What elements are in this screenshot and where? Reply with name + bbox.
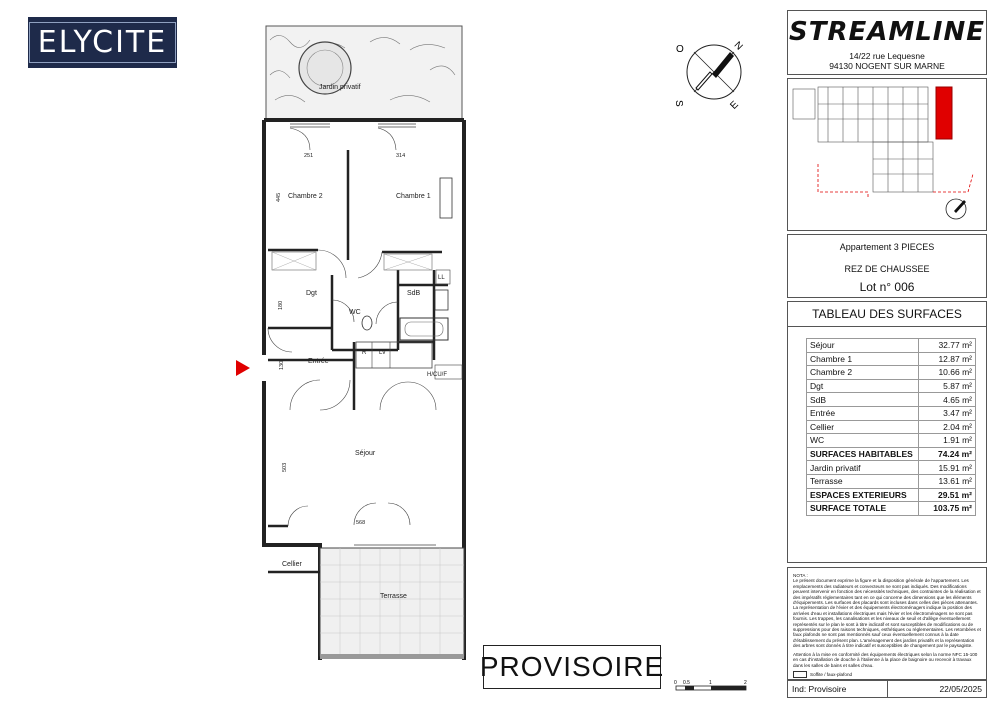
notes-body: Le présent document exprime la figure et la disposition générale de l'appartement. Les emplacements des radiateurs et convecteurs ne sont pas indiqués. Des modifications peuvent intervenir en fonction des nécessités techniques, des contraintes de la réalisation et des impératifs réglementaires tant en ce qui concerne des dimensions que les éléments d'équipements. Les surfaces des placards sont incluses dans celles des pièces attenantes. La représentation de l'évier et des équipements électroménagers indique la position des arrivées d'eau et installations électriques mais l'évier et les électroménagers ne sont pas fournis. Les trappes, les canalisations et les niveaux de seuil et d'allège éventuellement représentés sur le plan le sont à titre indicatif et sont susceptibles de modifications ou de suppressions pour des raisons techniques, esthétiques ou réglementaires. Les retombées et faux plafonds ne sont pas mentionnés sauf ceux éventuellement connus à la date d'établissement du présent plan. L'aménagement des jardins privatifs et la représentation des arbres sont donnés à titre indicatif et susceptibles de changement par le paysagiste.	[793, 578, 981, 649]
dim-130: 130	[279, 360, 285, 370]
table-row	[807, 379, 976, 393]
row-value: 103.75 m²	[919, 502, 976, 516]
row-value: 5.87 m²	[919, 379, 976, 393]
row-label: Séjour	[807, 339, 919, 353]
table-row	[807, 339, 976, 353]
logo-text: ELYCITE	[29, 22, 176, 63]
table-row	[807, 406, 976, 420]
table-row-total	[807, 502, 976, 516]
address-line1: 14/22 rue Lequesne	[849, 51, 925, 61]
row-value: 74.24 m²	[919, 447, 976, 461]
site-plan	[788, 79, 986, 230]
footer-box	[787, 680, 987, 698]
compass-e: E	[728, 99, 741, 112]
compass-n: N	[731, 39, 745, 53]
notes-legend	[793, 671, 981, 678]
terrace-edge	[320, 654, 464, 659]
row-label: Chambre 2	[807, 366, 919, 380]
table-row	[807, 474, 976, 488]
row-value: 4.65 m²	[919, 393, 976, 407]
table-row	[807, 461, 976, 475]
apartment-info	[787, 234, 987, 298]
row-value: 15.91 m²	[919, 461, 976, 475]
soffit-legend-icon	[793, 671, 807, 678]
dim-180: 180	[278, 300, 284, 310]
table-row-total	[807, 488, 976, 502]
compass-o: O	[676, 44, 684, 55]
row-label: ESPACES EXTERIEURS	[807, 488, 919, 502]
label-cellier: Cellier	[282, 561, 302, 568]
label-terrasse: Terrasse	[380, 593, 407, 600]
table-row	[807, 393, 976, 407]
provisional-stamp: PROVISOIRE	[483, 645, 661, 689]
legend-text: Soffite / faux-plafond	[810, 671, 853, 677]
floor-plan	[250, 20, 480, 680]
label-lv: LV	[379, 350, 386, 356]
row-value: 3.47 m²	[919, 406, 976, 420]
row-label: Terrasse	[807, 474, 919, 488]
garden-area	[266, 26, 462, 120]
lot-number: Lot n° 006	[859, 280, 915, 294]
label-chambre1: Chambre 1	[396, 193, 431, 200]
label-jardin: Jardin privatif	[319, 84, 361, 91]
scale-2: 2	[744, 680, 747, 686]
row-value: 13.61 m²	[919, 474, 976, 488]
compass-s: S	[673, 100, 684, 107]
row-label: Cellier	[807, 420, 919, 434]
row-label: SURFACE TOTALE	[807, 502, 919, 516]
interior-walls	[268, 150, 448, 572]
elycite-logo	[28, 17, 177, 68]
scale-0: 0	[674, 680, 677, 686]
row-value: 10.66 m²	[919, 366, 976, 380]
notes-box	[787, 567, 987, 680]
label-hcuf: H/CU/F	[427, 372, 447, 378]
project-header	[787, 10, 987, 75]
row-value: 12.87 m²	[919, 352, 976, 366]
table-row	[807, 352, 976, 366]
dim-445: 445	[276, 192, 282, 202]
row-value: 1.91 m²	[919, 434, 976, 448]
terrace-area	[320, 548, 464, 656]
dim-568: 568	[356, 520, 366, 526]
row-label: SURFACES HABITABLES	[807, 447, 919, 461]
site-plan-box	[787, 78, 987, 231]
address-line2: 94130 NOGENT SUR MARNE	[829, 61, 945, 71]
surface-table-box	[787, 301, 987, 563]
label-sdb: SdB	[407, 290, 421, 297]
label-chambre2: Chambre 2	[288, 193, 323, 200]
entrance-arrow-icon	[234, 358, 254, 378]
bathtub	[400, 318, 448, 340]
table-title: TABLEAU DES SURFACES	[788, 302, 986, 327]
table-row	[807, 434, 976, 448]
label-ll: LL	[438, 275, 445, 281]
toilet	[362, 316, 372, 330]
row-value: 29.51 m²	[919, 488, 976, 502]
dim-251: 251	[304, 153, 314, 159]
scale-bar	[670, 676, 760, 704]
row-label: WC	[807, 434, 919, 448]
dim-314: 314	[396, 153, 406, 159]
kitchen-counter	[356, 342, 432, 368]
row-label: Entrée	[807, 406, 919, 420]
label-sejour: Séjour	[355, 450, 376, 457]
row-value: 32.77 m²	[919, 339, 976, 353]
table-row	[807, 420, 976, 434]
revision-date: 22/05/2025	[887, 681, 987, 697]
revision-index: Ind: Provisoire	[792, 684, 847, 694]
label-dgt: Dgt	[306, 290, 317, 297]
row-value: 2.04 m²	[919, 420, 976, 434]
table-row	[807, 366, 976, 380]
notes-title: NOTA :	[793, 573, 808, 578]
brand-name: STREAMLINE	[789, 17, 985, 47]
surface-table	[806, 338, 976, 516]
apartment-type: Appartement 3 PIECES	[839, 242, 935, 252]
label-entree: Entrée	[308, 358, 329, 365]
label-r: R	[362, 350, 367, 356]
scale-05: 0.5	[683, 680, 690, 686]
label-wc: WC	[349, 309, 361, 316]
dim-503: 503	[282, 462, 288, 472]
lot-highlight	[936, 87, 952, 139]
sink	[435, 290, 448, 310]
compass-icon	[668, 30, 760, 115]
scale-1: 1	[709, 680, 712, 686]
row-label: Chambre 1	[807, 352, 919, 366]
apartment-level: REZ DE CHAUSSEE	[844, 264, 930, 274]
wardrobe	[440, 178, 452, 218]
row-label: SdB	[807, 393, 919, 407]
row-label: Dgt	[807, 379, 919, 393]
notes-body2: Attention à la mise en conformité des équipements électriques selon la norme NFC 15-100 en cas d'installation de douche à l'italienne à la place de baignoire ou recevoir à travaux dans les salles de bains et salles d'eau.	[793, 651, 978, 668]
row-label: Jardin privatif	[807, 461, 919, 475]
table-row-total	[807, 447, 976, 461]
